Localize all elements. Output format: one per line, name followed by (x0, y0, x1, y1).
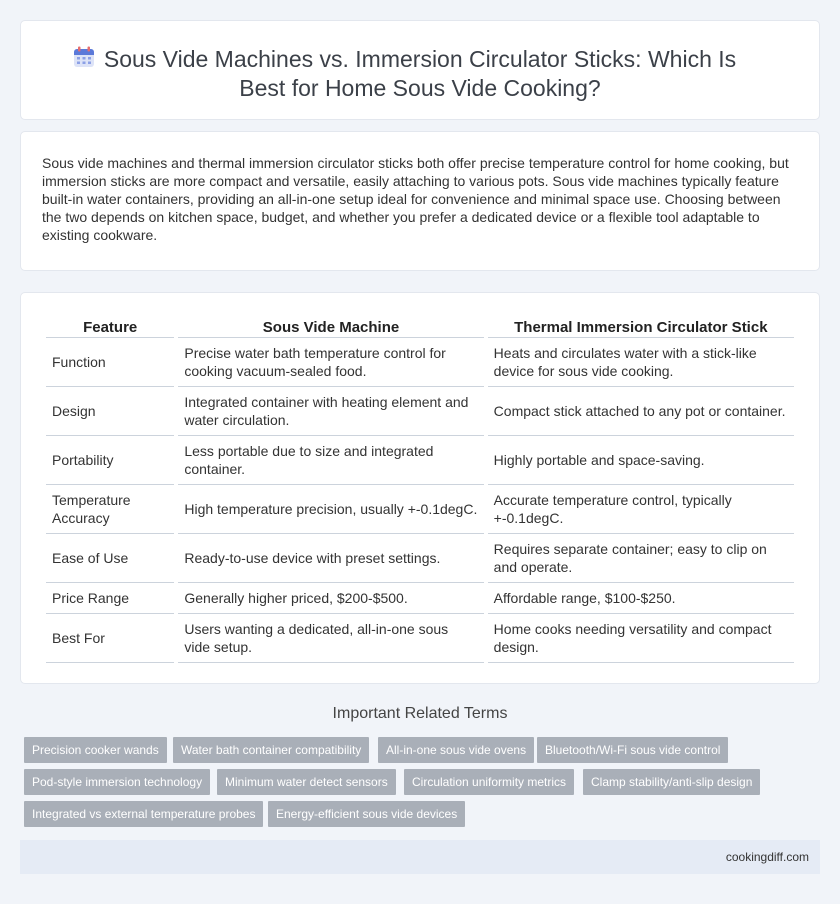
related-term-tag[interactable]: Water bath container compatibility (173, 737, 369, 763)
related-term-tag[interactable]: Minimum water detect sensors (217, 769, 396, 795)
stick-cell: Affordable range, $100-$250. (488, 583, 794, 614)
stick-cell: Requires separate container; easy to clip on and operate. (488, 534, 794, 583)
column-header-sous-vide-machine: Sous Vide Machine (178, 316, 483, 338)
footer-site-link[interactable]: cookingdiff.com (725, 850, 809, 864)
machine-cell: Integrated container with heating element and water circulation. (178, 387, 483, 436)
page-title-line-1: Sous Vide Machines vs. Immersion Circulator Sticks: Which Is (103, 46, 737, 72)
feature-cell: Design (46, 387, 174, 436)
title-card (20, 20, 820, 120)
feature-cell: Temperature Accuracy (46, 485, 174, 534)
page-title-line-2: Best for Home Sous Vide Cooking? (239, 75, 601, 101)
feature-cell: Function (46, 338, 174, 387)
machine-cell: Ready-to-use device with preset settings. (178, 534, 483, 583)
feature-cell: Price Range (46, 583, 174, 614)
machine-cell: High temperature precision, usually +-0.1degC. (178, 485, 483, 534)
machine-cell: Users wanting a dedicated, all-in-one sous vide setup. (178, 614, 483, 663)
feature-cell: Best For (46, 614, 174, 663)
machine-cell: Less portable due to size and integrated container. (178, 436, 483, 485)
related-term-tag[interactable]: Energy-efficient sous vide devices (268, 801, 465, 827)
machine-cell: Precise water bath temperature control for cooking vacuum-sealed food. (178, 338, 483, 387)
intro-paragraph: Sous vide machines and thermal immersion circulator sticks both offer precise temperature control for home cooking, but immersion sticks are more compact and versatile, easily attaching to various pots. Sous vide machines typically feature built-in water containers, providing an all-in-one setup ideal for convenience and minimal space use. Choosing between the two depends on kitchen space, budget, and whether you prefer a dedicated device or a flexible tool adaptable to existing cookware. (42, 155, 789, 243)
page-title (21, 45, 819, 103)
footer (20, 840, 820, 874)
related-term-tag[interactable]: All-in-one sous vide ovens (378, 737, 534, 763)
table-row (46, 534, 794, 583)
feature-cell: Portability (46, 436, 174, 485)
intro-card (20, 131, 820, 271)
machine-cell: Generally higher priced, $200-$500. (178, 583, 483, 614)
related-term-tag[interactable]: Circulation uniformity metrics (404, 769, 574, 795)
related-term-tag[interactable]: Clamp stability/anti-slip design (583, 769, 760, 795)
comparison-card (20, 292, 820, 684)
related-terms-heading: Important Related Terms (332, 705, 508, 722)
stick-cell: Home cooks needing versatility and compact design. (488, 614, 794, 663)
table-row (46, 485, 794, 534)
related-term-tag[interactable]: Precision cooker wands (24, 737, 167, 763)
stick-cell: Accurate temperature control, typically +-0.1degC. (488, 485, 794, 534)
related-term-tag[interactable]: Pod-style immersion technology (24, 769, 210, 795)
related-term-tag[interactable]: Integrated vs external temperature probes (24, 801, 263, 827)
stick-cell: Compact stick attached to any pot or container. (488, 387, 794, 436)
comparison-table (42, 316, 798, 663)
column-header-feature: Feature (46, 316, 174, 338)
table-row (46, 614, 794, 663)
stick-cell: Heats and circulates water with a stick-like device for sous vide cooking. (488, 338, 794, 387)
table-row (46, 387, 794, 436)
feature-cell: Ease of Use (46, 534, 174, 583)
table-header-row (46, 316, 794, 338)
table-row (46, 583, 794, 614)
table-row (46, 338, 794, 387)
stick-cell: Highly portable and space-saving. (488, 436, 794, 485)
table-row (46, 436, 794, 485)
column-header-immersion-stick: Thermal Immersion Circulator Stick (488, 316, 794, 338)
related-term-tag[interactable]: Bluetooth/Wi-Fi sous vide control (537, 737, 728, 763)
